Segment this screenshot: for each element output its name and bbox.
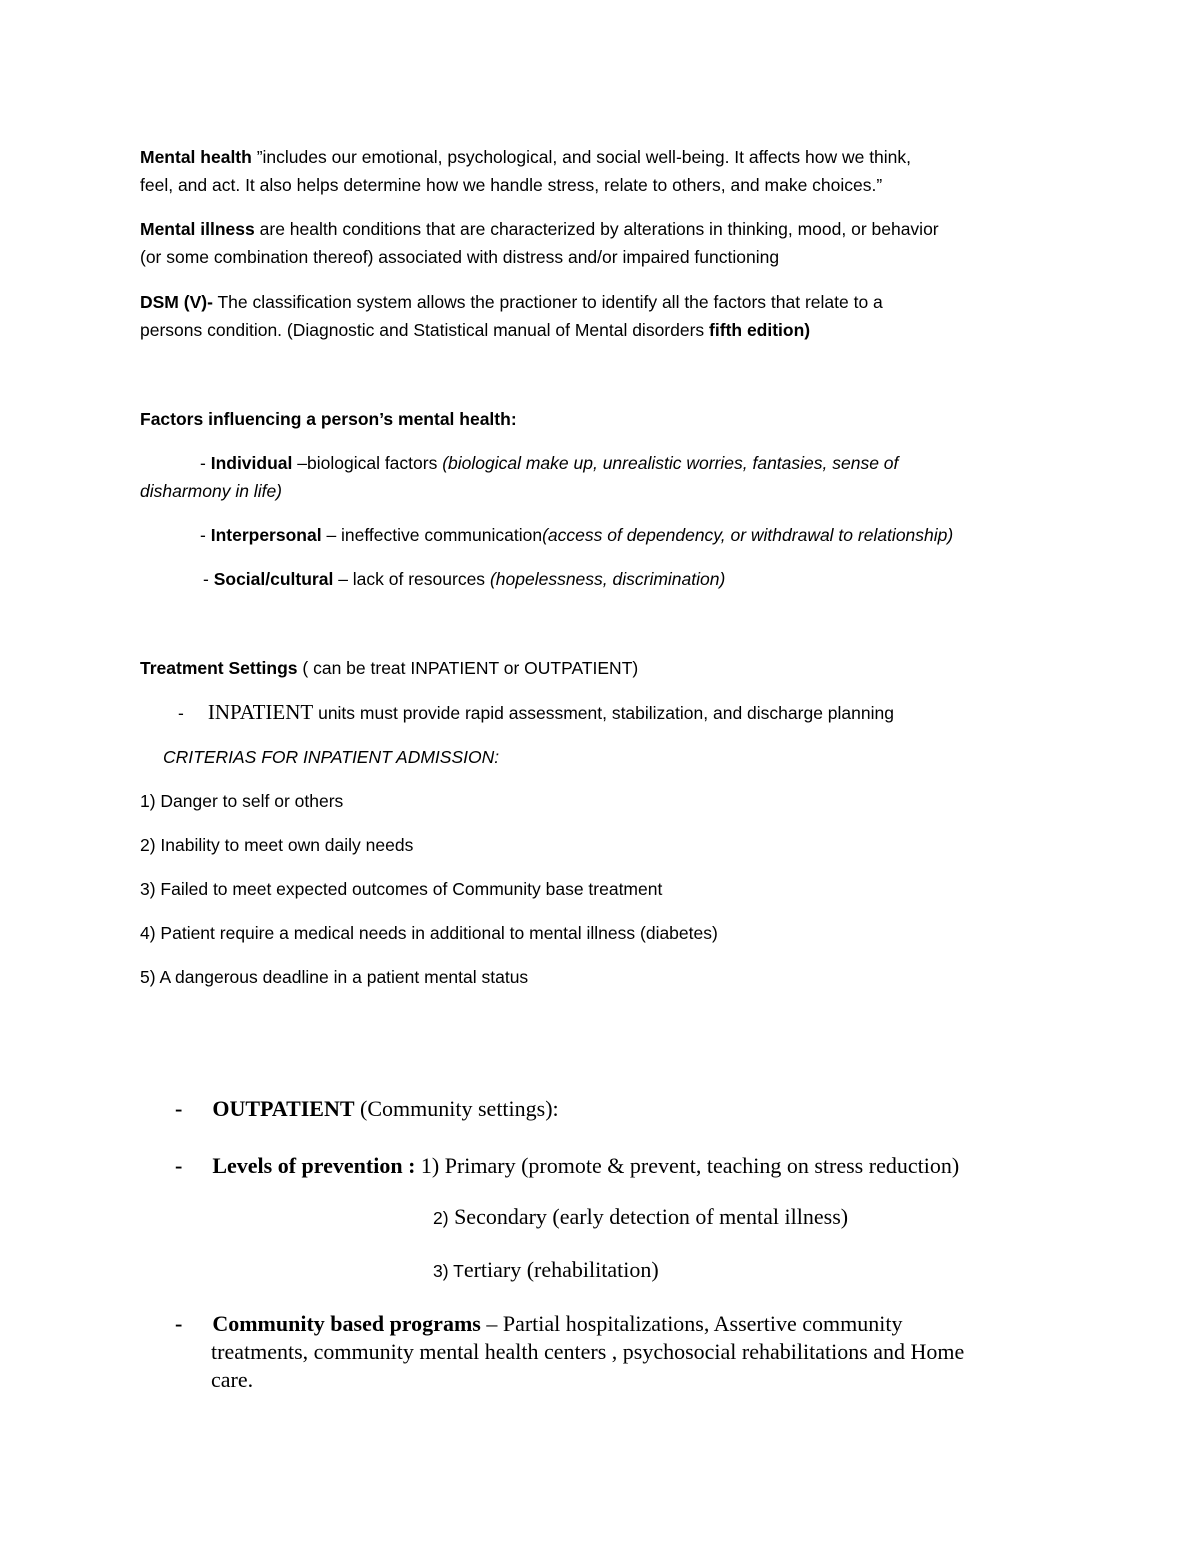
community-text-line1: – Partial hospitalizations, Assertive community [480, 1311, 903, 1336]
treatment-heading [140, 654, 638, 682]
factor-social-label: Social/cultural [213, 569, 334, 589]
criteria-item: 1) Danger to self or others [140, 791, 344, 811]
factors-heading: Factors influencing a person’s mental health: [140, 409, 517, 429]
inpatient-text: units must provide rapid assessment, stabilization, and discharge planning [313, 703, 894, 723]
dsm-term: DSM (V)- [140, 292, 213, 312]
inpatient-line [178, 698, 894, 727]
community-line1 [175, 1310, 902, 1338]
criteria-item: 2) Inability to meet own daily needs [140, 835, 414, 855]
dsm-def-line1: The classification system allows the practioner to identify all the factors that relate to a [212, 292, 883, 312]
prevention-dash: - [175, 1153, 183, 1178]
mental-illness-def-line1: are health conditions that are characterized by alterations in thinking, mood, or behavior [254, 219, 939, 239]
factor-individual-text: –biological factors [292, 453, 443, 473]
community-line3: care. [211, 1367, 254, 1392]
dsm-definition [140, 288, 883, 316]
treatment-heading-rest: ( can be treat INPATIENT or OUTPATIENT) [297, 658, 639, 678]
factor-individual-note-line2: disharmony in life) [140, 481, 282, 501]
mental-health-def-line1: ”includes our emotional, psychological, and social well-being. It affects how we think, [251, 147, 912, 167]
factor-individual-note: (biological make up, unrealistic worries, fantasies, sense of [442, 453, 899, 473]
factor-interpersonal-label: Interpersonal [210, 525, 322, 545]
treatment-heading-label: Treatment Settings [140, 658, 298, 678]
factor-interpersonal-note: (access of dependency, or withdrawal to relationship) [542, 525, 954, 545]
prevention-tertiary-t: T [448, 1261, 464, 1281]
outpatient-line [175, 1095, 559, 1123]
criteria-item: 4) Patient require a medical needs in additional to mental illness (diabetes) [140, 923, 718, 943]
prevention-secondary-text: Secondary (early detection of mental illness) [448, 1204, 849, 1229]
community-line2: treatments, community mental health centers , psychosocial rehabilitations and Home [211, 1339, 965, 1364]
factor-individual-label: Individual [210, 453, 293, 473]
factor-interpersonal [200, 521, 953, 549]
mental-illness-term: Mental illness [140, 219, 255, 239]
outpatient-dash: - [175, 1096, 183, 1121]
dsm-def-line2b: fifth edition) [709, 320, 811, 340]
factor-social-dash: - [203, 569, 214, 589]
mental-illness-def-line2: (or some combination thereof) associated with distress and/or impaired functioning [140, 247, 780, 267]
criteria-item: 5) A dangerous deadline in a patient mental status [140, 967, 529, 987]
factor-social-note: (hopelessness, discrimination) [489, 569, 726, 589]
dsm-def-line2 [140, 316, 810, 344]
criteria-item: 3) Failed to meet expected outcomes of Community base treatment [140, 879, 663, 899]
factor-social-text: – lack of resources [333, 569, 490, 589]
mental-illness-definition [140, 215, 939, 243]
prevention-label: Levels of prevention : [212, 1153, 416, 1178]
criteria-heading: CRITERIAS FOR INPATIENT ADMISSION: [163, 747, 500, 767]
dsm-def-line2a: persons condition. (Diagnostic and Statistical manual of Mental disorders [140, 320, 710, 340]
prevention-secondary-num: 2) [433, 1208, 449, 1228]
prevention-tertiary-num: 3) [433, 1261, 449, 1281]
community-label: Community based programs [212, 1311, 481, 1336]
mental-health-definition [140, 143, 911, 171]
factor-individual [200, 449, 898, 477]
factor-individual-dash: - [200, 453, 211, 473]
mental-health-term: Mental health [140, 147, 252, 167]
prevention-tertiary-text: ertiary (rehabilitation) [463, 1257, 659, 1282]
factor-interpersonal-text: – ineffective communication [321, 525, 543, 545]
prevention-primary: 1) Primary (promote & prevent, teaching on stress reduction) [415, 1153, 960, 1178]
community-dash: - [175, 1311, 183, 1336]
prevention-secondary [433, 1203, 848, 1232]
mental-health-def-line2: feel, and act. It also helps determine how we handle stress, relate to others, and make choices.” [140, 175, 883, 195]
outpatient-text: (Community settings): [354, 1096, 559, 1121]
factor-interpersonal-dash: - [200, 525, 211, 545]
factor-social [203, 565, 725, 593]
prevention-line [175, 1152, 959, 1180]
inpatient-label: INPATIENT [207, 700, 314, 724]
outpatient-label: OUTPATIENT [212, 1096, 355, 1121]
prevention-tertiary [433, 1256, 659, 1285]
inpatient-dash: - [178, 703, 184, 723]
